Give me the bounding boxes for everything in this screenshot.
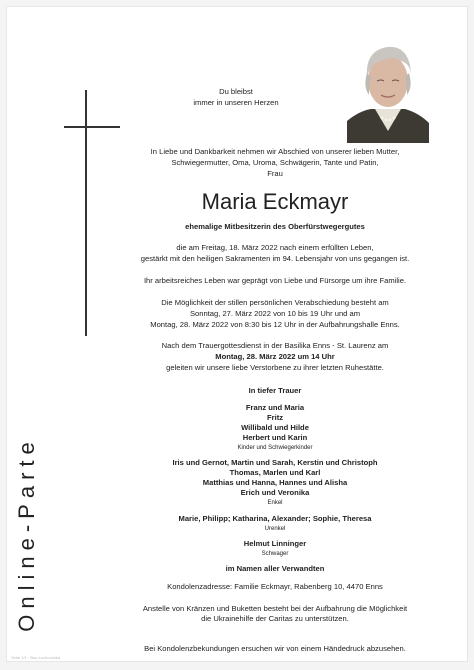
handshake-note: Bei Kondolenzbekundungen ersuchen wir von einem Händedruck abzusehen. bbox=[144, 644, 406, 653]
relatives-line: im Namen aller Verwandten bbox=[225, 564, 325, 573]
farewell-text: Sonntag, 27. März 2022 von 10 bis 19 Uhr und am bbox=[189, 309, 361, 318]
donation-text: die Ukrainehilfe der Caritas zu unterstützen. bbox=[201, 614, 349, 623]
death-text: die am Freitag, 18. März 2022 nach einem erfüllten Leben, bbox=[176, 243, 374, 252]
obituary-card bbox=[6, 6, 468, 662]
intro-line: In Liebe und Dankbarkeit nehmen wir Abschied von unserer lieben Mutter, bbox=[150, 147, 400, 156]
farewell-text: Die Möglichkeit der stillen persönlichen Verabschiedung besteht am bbox=[161, 298, 389, 307]
cross-icon-bar bbox=[64, 126, 120, 128]
mourner: Matthias und Hanna, Hannes und Alisha bbox=[202, 478, 348, 487]
mourner: Thomas, Marlen und Karl bbox=[229, 468, 321, 477]
intro-line: Frau bbox=[267, 169, 283, 178]
quote-line: immer in unseren Herzen bbox=[193, 98, 279, 107]
mourner: Herbert und Karin bbox=[242, 433, 308, 442]
deceased-name: Maria Eckmayr bbox=[201, 189, 349, 214]
obituary-text bbox=[130, 6, 420, 662]
mourner-label: Enkel bbox=[267, 500, 283, 506]
mourner: Franz und Maria bbox=[245, 403, 305, 412]
quote-line: Du bleibst bbox=[219, 87, 253, 96]
service-text: Nach dem Trauergottesdienst in der Basilika Enns - St. Laurenz am bbox=[161, 341, 389, 350]
mourner: Marie, Philipp; Katharina, Alexander; Sophie, Theresa bbox=[178, 514, 372, 523]
intro-line: Schwiegermutter, Oma, Uroma, Schwägerin, Tante und Patin, bbox=[171, 158, 379, 167]
donation-text: Anstelle von Kränzen und Buketten besteht bei der Aufbahrung die Möglichkeit bbox=[142, 604, 408, 613]
death-text: gestärkt mit den heiligen Sakramenten im 94. Lebensjahr von uns gegangen ist. bbox=[140, 254, 410, 263]
mourner: Iris und Gernot, Martin und Sarah, Kerstin und Christoph bbox=[172, 458, 378, 467]
mourner-label: Schwager bbox=[261, 551, 289, 557]
life-text: Ihr arbeitsreiches Leben war geprägt von Liebe und Fürsorge um ihre Familie. bbox=[143, 276, 407, 285]
mourner-label: Urenkel bbox=[264, 526, 286, 532]
mourner-label: Kinder und Schwiegerkinder bbox=[237, 445, 313, 451]
subtitle: ehemalige Mitbesitzerin des Oberfürstwegergutes bbox=[185, 222, 365, 231]
mourner: Willibald und Hilde bbox=[241, 423, 309, 432]
service-text: geleiten wir unsere liebe Verstorbene zu ihrer letzten Ruhestätte. bbox=[166, 363, 384, 372]
mourner: Helmut Linninger bbox=[243, 539, 307, 548]
farewell-text: Montag, 28. März 2022 von 8:30 bis 12 Uhr in der Aufbahrungshalle Enns. bbox=[150, 320, 400, 329]
condolence-address: Kondolenzadresse: Familie Eckmayr, Rabenberg 10, 4470 Enns bbox=[167, 582, 383, 591]
mourner: Fritz bbox=[266, 413, 284, 422]
mourner: Erich und Veronika bbox=[240, 488, 310, 497]
footer-note: Seite 1/1 · Bau Lochumsika bbox=[11, 655, 60, 660]
service-date: Montag, 28. März 2022 um 14 Uhr bbox=[215, 352, 335, 361]
mourning-heading: In tiefer Trauer bbox=[248, 386, 302, 395]
side-label: Online-Parte bbox=[14, 435, 40, 632]
